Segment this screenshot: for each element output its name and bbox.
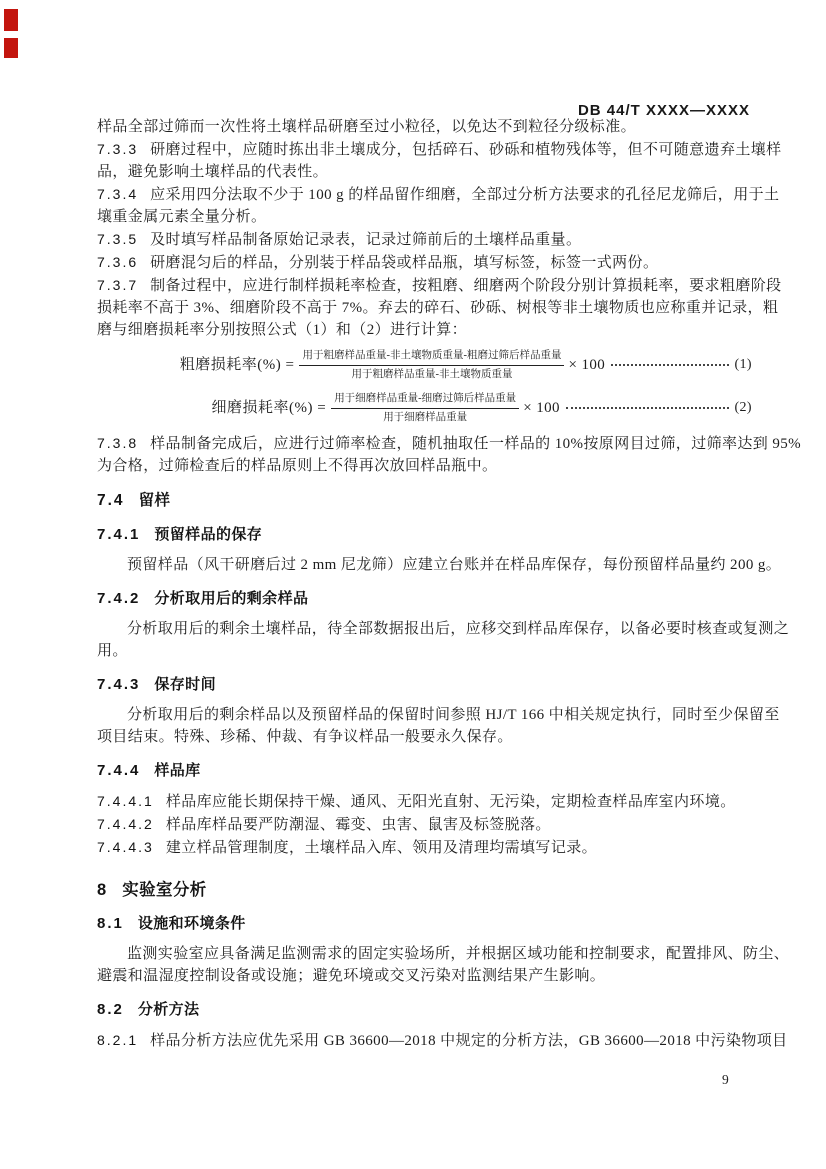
text-line	[97, 228, 752, 251]
paragraph-block	[97, 943, 790, 987]
dots-leader	[611, 364, 729, 366]
clause-block	[97, 183, 780, 228]
page-number: 9	[722, 1072, 729, 1087]
clause-number: 7.3.8	[97, 435, 139, 451]
section-heading	[97, 524, 752, 546]
text-line	[97, 790, 752, 813]
clause-text: 样品分析方法应优先采用 GB 36600—2018 中规定的分析方法，GB 36600—2018 中污染物项目	[150, 1033, 788, 1049]
text-line: 预留样品（风干研磨后过 2 mm 尼龙筛）应建立台账并在样品库保存，每份预留样品量约 200 g。	[127, 557, 782, 573]
text-line	[97, 183, 780, 206]
clause-block	[97, 790, 752, 813]
paragraph-block	[97, 116, 752, 138]
section-heading	[97, 490, 752, 512]
standard-number-header: DB 44/T XXXX—XXXX	[577, 102, 750, 119]
document-content	[97, 116, 802, 1052]
clause-number: 7.3.5	[97, 231, 139, 247]
formula	[97, 389, 752, 427]
clause-text: 制备过程中，应进行制样损耗率检查，按粗磨、细磨两个阶段分别计算损耗率，要求粗磨阶段	[150, 278, 782, 294]
fraction-denominator: 用于细磨样品重量	[383, 411, 468, 423]
heading-title: 设施和环境条件	[137, 915, 246, 932]
dots-leader	[566, 407, 730, 409]
formula-multiplier: × 100	[523, 400, 560, 416]
heading-title: 分析取用后的剩余样品	[154, 590, 309, 607]
fraction-denominator: 用于粗磨样品重量-非土壤物质重量	[351, 368, 513, 380]
clause-text: 及时填写样品制备原始记录表，记录过筛前后的土壤样品重量。	[150, 232, 582, 248]
heading-title: 样品库	[154, 762, 201, 779]
heading-number: 8.1	[97, 915, 124, 932]
text-line: 品，避免影响土壤样品的代表性。	[97, 164, 329, 180]
section-heading	[97, 999, 752, 1021]
clause-number: 7.4.4.3	[97, 839, 154, 855]
text-line	[97, 836, 752, 859]
fraction	[299, 348, 564, 383]
heading-number: 7.4	[97, 492, 125, 509]
text-line	[97, 813, 752, 836]
text-line	[97, 432, 802, 455]
section-heading	[97, 674, 752, 696]
section-heading	[97, 760, 752, 782]
clause-block	[97, 836, 752, 859]
text-line: 分析取用后的剩余样品以及预留样品的保留时间参照 HJ/T 166 中相关规定执行，同时至少保留至	[127, 707, 780, 723]
text-line: 为合格，过筛检查后的样品原则上不得再次放回样品瓶中。	[97, 458, 498, 474]
heading-number: 7.4.3	[97, 676, 141, 693]
heading-title: 分析方法	[137, 1001, 200, 1018]
text-line: 分析取用后的剩余土壤样品，待全部数据报出后，应移交到样品库保存，以备必要时核查或复测之	[127, 621, 790, 637]
text-line: 避震和温湿度控制设备或设施；避免环境或交叉污染对监测结果产生影响。	[97, 968, 606, 984]
fraction-numerator: 用于细磨样品重量-细磨过筛后样品重量	[331, 391, 519, 409]
clause-text: 建立样品管理制度，土壤样品入库、领用及清理均需填写记录。	[165, 840, 598, 856]
clause-number: 7.3.3	[97, 141, 139, 157]
clause-block	[97, 228, 752, 251]
text-line: 项目结束。特殊、珍稀、仲裁、有争议样品一般要永久保存。	[97, 729, 513, 745]
text-line: 磨与细磨损耗率分别按照公式（1）和（2）进行计算：	[97, 322, 468, 338]
text-line	[97, 251, 752, 274]
text-line	[97, 1029, 788, 1052]
paragraph-block	[97, 554, 782, 576]
clause-text: 样品制备完成后，应进行过筛率检查，随机抽取任一样品的 10%按原网目过筛，过筛率达到 95%	[150, 436, 802, 452]
clause-block	[97, 432, 802, 477]
clause-number: 8.2.1	[97, 1032, 139, 1048]
fraction-numerator: 用于粗磨样品重量-非土壤物质重量-粗磨过筛后样品重量	[299, 348, 564, 366]
heading-number: 7.4.1	[97, 526, 141, 543]
text-line	[97, 138, 782, 161]
heading-title: 预留样品的保存	[154, 526, 263, 543]
formula-multiplier: × 100	[568, 357, 606, 373]
clause-text: 样品库样品要严防潮湿、霉变、虫害、鼠害及标签脱落。	[165, 817, 551, 833]
section-heading	[97, 913, 752, 935]
heading-number: 8	[97, 881, 109, 899]
clause-block	[97, 813, 752, 836]
clause-number: 7.4.4.2	[97, 816, 154, 832]
paragraph-block	[97, 704, 780, 748]
heading-number: 8.2	[97, 1001, 124, 1018]
red-stamp-mark	[4, 38, 18, 58]
clause-text: 应采用四分法取不少于 100 g 的样品留作细磨，全部过分析方法要求的孔径尼龙筛后，用于土	[150, 187, 780, 203]
heading-number: 7.4.2	[97, 590, 141, 607]
equation-number: (1)	[734, 357, 752, 372]
clause-number: 7.3.4	[97, 186, 139, 202]
heading-number: 7.4.4	[97, 762, 141, 779]
formula-lhs: 细磨损耗率(%) =	[211, 400, 327, 416]
text-line: 壤重金属元素全量分析。	[97, 209, 267, 225]
heading-title: 保存时间	[154, 676, 216, 693]
section-heading	[97, 879, 752, 901]
clause-block	[97, 1029, 788, 1052]
equation-number: (2)	[734, 400, 752, 415]
section-heading	[97, 588, 752, 610]
formula-lhs: 粗磨损耗率(%) =	[179, 357, 295, 373]
formula	[97, 346, 752, 384]
text-line	[97, 274, 782, 297]
heading-title: 实验室分析	[122, 881, 207, 899]
clause-number: 7.3.7	[97, 277, 139, 293]
clause-block	[97, 138, 782, 183]
clause-number: 7.4.4.1	[97, 793, 154, 809]
fraction	[331, 391, 519, 426]
clause-text: 研磨过程中，应随时拣出非土壤成分，包括碎石、砂砾和植物残体等，但不可随意遗弃土壤样	[150, 142, 782, 158]
heading-title: 留样	[138, 492, 171, 509]
clause-text: 研磨混匀后的样品，分别装于样品袋或样品瓶，填写标签，标签一式两份。	[150, 255, 659, 271]
paragraph-block	[97, 618, 790, 662]
clause-block	[97, 274, 782, 341]
text-line: 损耗率不高于 3%、细磨阶段不高于 7%。弃去的碎石、砂砾、树根等非土壤物质也应称重并记录，粗	[97, 300, 779, 316]
text-line: 样品全部过筛而一次性将土壤样品研磨至过小粒径，以免达不到粒径分级标准。	[97, 119, 637, 135]
text-line: 用。	[97, 643, 128, 659]
red-stamp-mark	[4, 9, 18, 31]
text-line: 监测实验室应具备满足监测需求的固定实验场所，并根据区域功能和控制要求，配置排风、防尘、	[127, 946, 790, 962]
clause-number: 7.3.6	[97, 254, 139, 270]
clause-text: 样品库应能长期保持干燥、通风、无阳光直射、无污染，定期检查样品库室内环境。	[165, 794, 736, 810]
clause-block	[97, 251, 752, 274]
